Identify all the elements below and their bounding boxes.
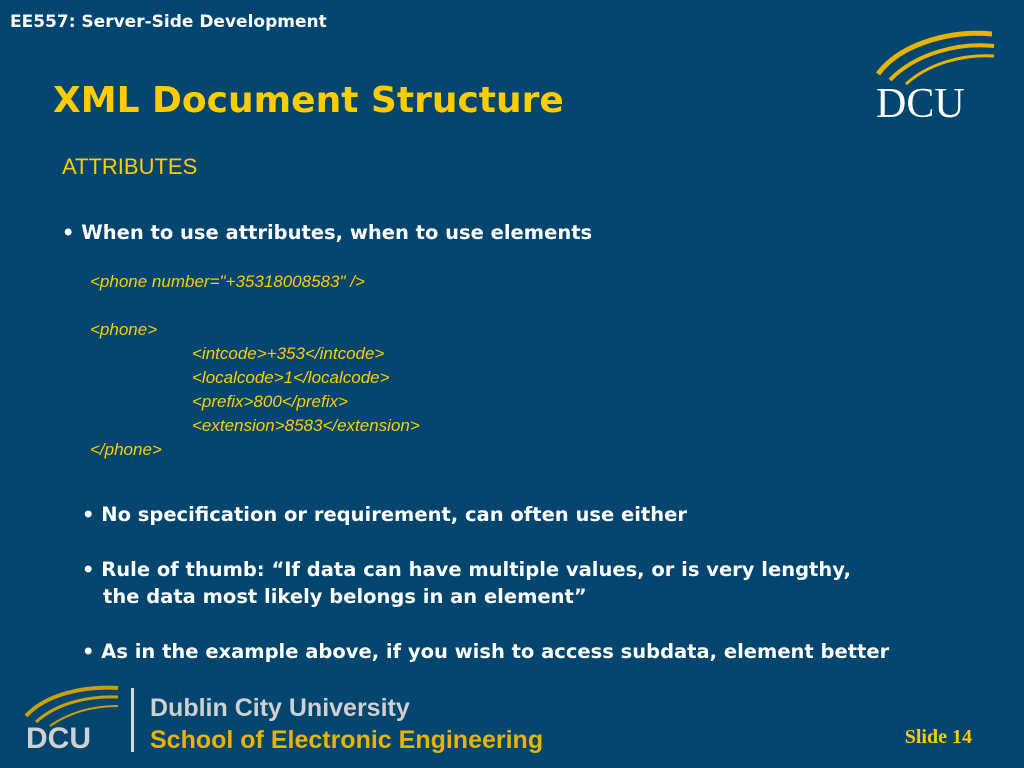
footer-dcu-logo-text: DCU <box>26 722 91 755</box>
dcu-logo <box>870 22 1000 126</box>
slide-number: Slide 14 <box>904 726 972 748</box>
code-line: <prefix>800</prefix> <box>192 392 348 411</box>
code-line: <phone number="+35318008583" /> <box>90 272 365 291</box>
footer-dcu-logo <box>22 682 122 760</box>
bullet-rule-of-thumb: • Rule of thumb: “If data can have multiple values, or is very lengthy, <box>82 558 851 581</box>
slide-title: XML Document Structure <box>53 80 564 121</box>
code-line: <extension>8583</extension> <box>192 416 420 435</box>
university-name: Dublin City University <box>150 694 410 722</box>
bullet-no-specification: • No specification or requirement, can often use either <box>82 503 687 526</box>
code-line: <localcode>1</localcode> <box>192 368 390 387</box>
code-line: <intcode>+353</intcode> <box>192 344 385 363</box>
bullet-attributes-vs-elements: • When to use attributes, when to use elements <box>62 221 593 244</box>
bullet-subdata: • As in the example above, if you wish to access subdata, element better <box>82 640 890 663</box>
course-title: EE557: Server-Side Development <box>10 12 327 32</box>
school-name: School of Electronic Engineering <box>150 726 544 754</box>
code-line: <phone> <box>90 320 158 339</box>
code-line: </phone> <box>90 440 162 459</box>
bullet-rule-of-thumb-cont: the data most likely belongs in an element” <box>103 585 587 608</box>
slide-subtitle: ATTRIBUTES <box>62 154 198 179</box>
footer-divider <box>131 688 134 752</box>
dcu-logo-text: DCU <box>876 81 965 122</box>
